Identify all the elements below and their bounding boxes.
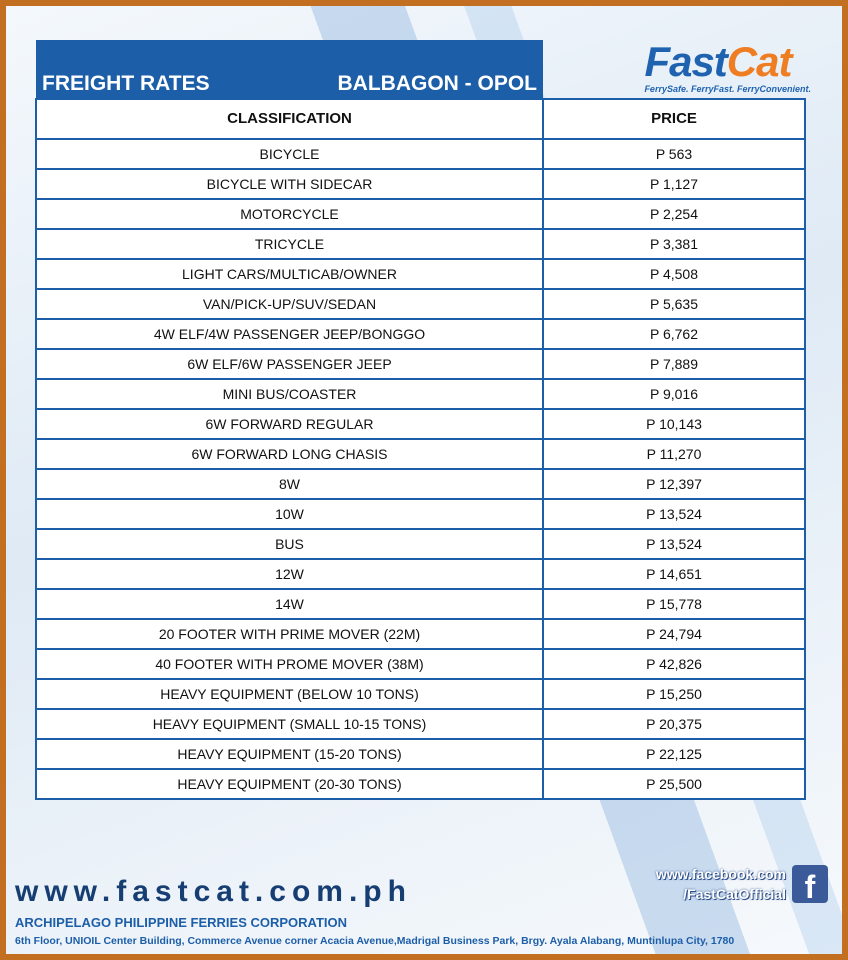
classification-cell: 20 FOOTER WITH PRIME MOVER (22M) <box>36 619 543 649</box>
price-cell: P 11,270 <box>543 439 805 469</box>
classification-cell: 6W ELF/6W PASSENGER JEEP <box>36 349 543 379</box>
classification-cell: HEAVY EQUIPMENT (15-20 TONS) <box>36 739 543 769</box>
classification-cell: VAN/PICK-UP/SUV/SEDAN <box>36 289 543 319</box>
classification-cell: 6W FORWARD LONG CHASIS <box>36 439 543 469</box>
table-title-bar <box>36 40 543 99</box>
column-header-row <box>36 99 805 139</box>
classification-cell: MINI BUS/COASTER <box>36 379 543 409</box>
table-row <box>36 529 805 559</box>
price-cell: P 13,524 <box>543 529 805 559</box>
facebook-line1: www.facebook.com <box>655 866 786 882</box>
price-cell: P 2,254 <box>543 199 805 229</box>
table-row <box>36 559 805 589</box>
price-cell: P 9,016 <box>543 379 805 409</box>
price-cell: P 6,762 <box>543 319 805 349</box>
logo-fast: Fast <box>644 38 727 85</box>
table-row <box>36 649 805 679</box>
classification-cell: MOTORCYCLE <box>36 199 543 229</box>
logo-tagline: FerrySafe. FerryFast. FerryConvenient. <box>644 84 811 94</box>
facebook-icon[interactable]: f <box>792 865 828 903</box>
table-row <box>36 589 805 619</box>
price-cell: P 20,375 <box>543 709 805 739</box>
logo-cell <box>543 38 811 99</box>
facebook-line2: /FastCatOfficial <box>683 886 786 902</box>
price-cell: P 24,794 <box>543 619 805 649</box>
classification-cell: HEAVY EQUIPMENT (BELOW 10 TONS) <box>36 679 543 709</box>
classification-cell: 14W <box>36 589 543 619</box>
table-row <box>36 169 805 199</box>
price-cell: P 563 <box>543 139 805 169</box>
price-cell: P 5,635 <box>543 289 805 319</box>
table-title-row <box>36 40 805 99</box>
fastcat-logo <box>644 40 811 95</box>
price-cell: P 4,508 <box>543 259 805 289</box>
logo-cat: Cat <box>726 38 792 85</box>
table-row <box>36 769 805 799</box>
table-row <box>36 499 805 529</box>
table-title: FREIGHT RATES <box>42 72 210 95</box>
table-row <box>36 349 805 379</box>
classification-cell: 6W FORWARD REGULAR <box>36 409 543 439</box>
table-row <box>36 709 805 739</box>
classification-cell: 8W <box>36 469 543 499</box>
price-cell: P 22,125 <box>543 739 805 769</box>
price-cell: P 13,524 <box>543 499 805 529</box>
classification-cell: 40 FOOTER WITH PROME MOVER (38M) <box>36 649 543 679</box>
table-row <box>36 469 805 499</box>
classification-cell: HEAVY EQUIPMENT (SMALL 10-15 TONS) <box>36 709 543 739</box>
classification-cell: 10W <box>36 499 543 529</box>
column-header-price: PRICE <box>543 99 805 139</box>
table-row <box>36 619 805 649</box>
classification-cell: TRICYCLE <box>36 229 543 259</box>
price-cell: P 3,381 <box>543 229 805 259</box>
price-cell: P 10,143 <box>543 409 805 439</box>
price-cell: P 12,397 <box>543 469 805 499</box>
classification-cell: HEAVY EQUIPMENT (20-30 TONS) <box>36 769 543 799</box>
company-name: ARCHIPELAGO PHILIPPINE FERRIES CORPORATION <box>15 915 348 930</box>
route-title: BALBAGON - OPOL <box>337 72 537 95</box>
table-row <box>36 139 805 169</box>
table-row <box>36 379 805 409</box>
classification-cell: 4W ELF/4W PASSENGER JEEP/BONGGO <box>36 319 543 349</box>
price-cell: P 14,651 <box>543 559 805 589</box>
price-cell: P 15,250 <box>543 679 805 709</box>
table-row <box>36 739 805 769</box>
table-row <box>36 439 805 469</box>
freight-rates-table <box>35 38 811 800</box>
table-row <box>36 679 805 709</box>
price-cell: P 42,826 <box>543 649 805 679</box>
classification-cell: BICYCLE <box>36 139 543 169</box>
price-cell: P 1,127 <box>543 169 805 199</box>
table-row <box>36 259 805 289</box>
table-row <box>36 199 805 229</box>
website-link[interactable]: www.fastcat.com.ph <box>15 875 412 908</box>
price-cell: P 15,778 <box>543 589 805 619</box>
classification-cell: BUS <box>36 529 543 559</box>
classification-cell: BICYCLE WITH SIDECAR <box>36 169 543 199</box>
company-address: 6th Floor, UNIOIL Center Building, Commerce Avenue corner Acacia Avenue,Madrigal Business Park, Brgy. Ayala Alabang, Muntinlupa City, 1780 <box>15 935 735 947</box>
facebook-link[interactable] <box>606 864 786 904</box>
price-cell: P 7,889 <box>543 349 805 379</box>
table-row <box>36 319 805 349</box>
table-row <box>36 289 805 319</box>
classification-cell: 12W <box>36 559 543 589</box>
price-cell: P 25,500 <box>543 769 805 799</box>
table-row <box>36 229 805 259</box>
classification-cell: LIGHT CARS/MULTICAB/OWNER <box>36 259 543 289</box>
table-row <box>36 409 805 439</box>
column-header-classification: CLASSIFICATION <box>36 99 543 139</box>
